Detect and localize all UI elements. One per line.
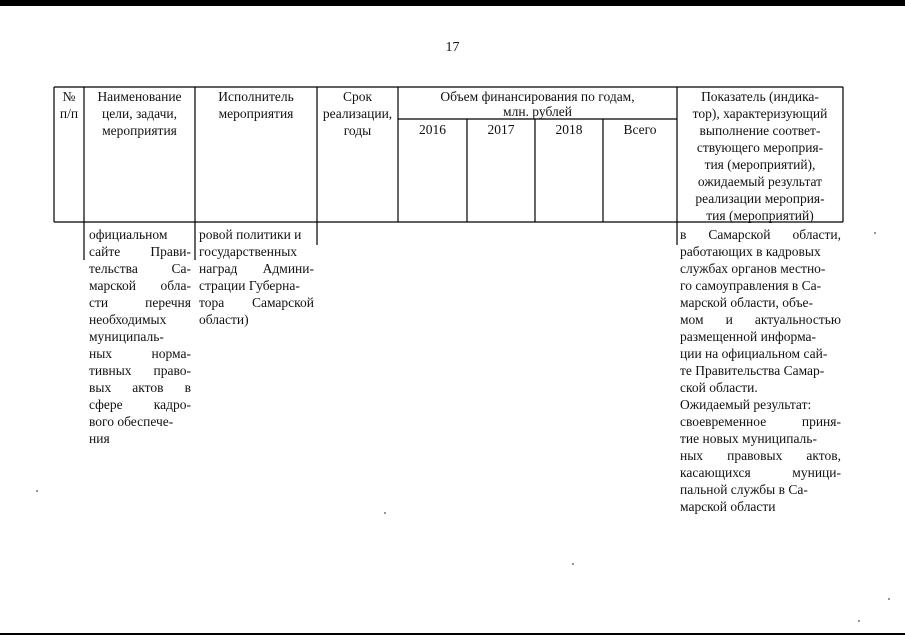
year-label: 2016 xyxy=(419,122,446,137)
body-name-line: ния xyxy=(89,431,110,446)
body-name-line: сфере кадро- xyxy=(89,397,191,412)
header-indicator-line: ожидаемый результат xyxy=(697,174,823,189)
header-total xyxy=(603,121,677,138)
scan-speck xyxy=(858,620,860,622)
body-indicator xyxy=(680,226,841,515)
scan-speck xyxy=(384,512,386,514)
body-indicator-line: Ожидаемый результат: xyxy=(680,397,812,412)
body-name-line: тивных право- xyxy=(89,363,191,378)
body-indicator-line: марской области, объе- xyxy=(680,295,814,310)
header-term-line: реализации, xyxy=(322,106,393,121)
header-funding-line: млн. рублей xyxy=(503,105,572,119)
body-name-line: официальном xyxy=(89,227,168,242)
header-num xyxy=(54,88,84,122)
body-indicator-line: ской области. xyxy=(680,380,758,395)
body-indicator-line: те Правительства Самар- xyxy=(680,363,825,378)
body-indicator-line: своевременное приня- xyxy=(680,414,841,429)
header-name-line: цели, задачи, xyxy=(102,106,177,121)
header-indicator-line: Показатель (индика- xyxy=(701,89,819,104)
header-term-line: Срок xyxy=(342,89,373,104)
header-indicator-line: тор), характеризующий xyxy=(692,106,828,121)
header-indicator-line: выполнение соответ- xyxy=(699,123,821,138)
scan-speck xyxy=(888,598,890,600)
header-term-line: годы xyxy=(343,123,372,138)
header-executor xyxy=(195,88,317,122)
header-indicator xyxy=(677,88,843,224)
header-name-line: Наименование xyxy=(97,89,182,104)
body-indicator-line: работающих в кадровых xyxy=(680,244,821,259)
header-year-2017 xyxy=(467,121,535,138)
body-executor xyxy=(199,226,314,328)
header-name xyxy=(84,88,195,139)
scan-speck xyxy=(572,563,574,565)
body-indicator-line: касающихся муници- xyxy=(680,465,841,480)
scan-speck xyxy=(874,232,876,234)
body-name-line: необходимых xyxy=(89,312,167,327)
body-indicator-line: в Самарской области, xyxy=(680,227,841,242)
header-indicator-line: тия (мероприятий), xyxy=(704,157,816,172)
body-executor-line: государственных xyxy=(199,244,298,259)
body-name-line: тельства Са- xyxy=(89,261,191,276)
body-name xyxy=(89,226,191,447)
body-indicator-line: размещенной информа- xyxy=(680,329,817,344)
body-indicator-line: тие новых муниципаль- xyxy=(680,431,817,446)
body-name-line: сти перечня xyxy=(89,295,191,310)
body-indicator-line: ции на официальном сай- xyxy=(680,346,828,361)
year-label: 2017 xyxy=(487,122,515,137)
header-name-line: мероприятия xyxy=(102,123,177,138)
header-funding-line: Объем финансирования по годам, xyxy=(440,89,635,104)
scan-speck xyxy=(36,490,38,492)
body-indicator-line: мом и актуальностью xyxy=(680,312,841,327)
header-year-2016 xyxy=(398,121,467,138)
body-executor-line: области) xyxy=(199,312,249,327)
body-name-line: муниципаль- xyxy=(89,329,164,344)
body-name-line: сайте Прави- xyxy=(89,244,191,259)
body-executor-line: ровой политики и xyxy=(199,227,302,242)
body-executor-line: наград Админи- xyxy=(199,261,314,276)
body-name-line: вых актов в xyxy=(89,380,191,395)
header-indicator-line: реализации мероприя- xyxy=(695,191,825,206)
header-term xyxy=(317,88,398,139)
header-indicator-line: ствующего мероприя- xyxy=(696,140,824,155)
body-name-line: ных норма- xyxy=(89,346,191,361)
body-name-line: марской обла- xyxy=(89,278,191,293)
header-indicator-line: тия (мероприятий) xyxy=(706,208,814,223)
body-indicator-line: пальной службы в Са- xyxy=(680,482,808,497)
header-year-2018 xyxy=(535,121,603,138)
header-executor-line: мероприятия xyxy=(218,106,294,121)
year-label: Всего xyxy=(623,122,657,137)
body-executor-line: тора Самарской xyxy=(199,295,314,310)
year-label: 2018 xyxy=(555,122,583,137)
header-executor-line: Исполнитель xyxy=(218,89,294,104)
body-indicator-line: марской области xyxy=(680,499,776,514)
body-indicator-line: службах органов местно- xyxy=(680,261,826,276)
header-funding-title xyxy=(398,88,677,119)
body-indicator-line: го самоуправления в Са- xyxy=(680,278,822,293)
body-indicator-line: ных правовых актов, xyxy=(680,448,841,463)
header-num-line: № xyxy=(62,89,76,104)
body-name-line: вого обеспече- xyxy=(89,414,174,429)
header-num-line: п/п xyxy=(59,106,79,121)
page-number: 17 xyxy=(445,40,460,55)
body-executor-line: страции Губерна- xyxy=(199,278,300,293)
